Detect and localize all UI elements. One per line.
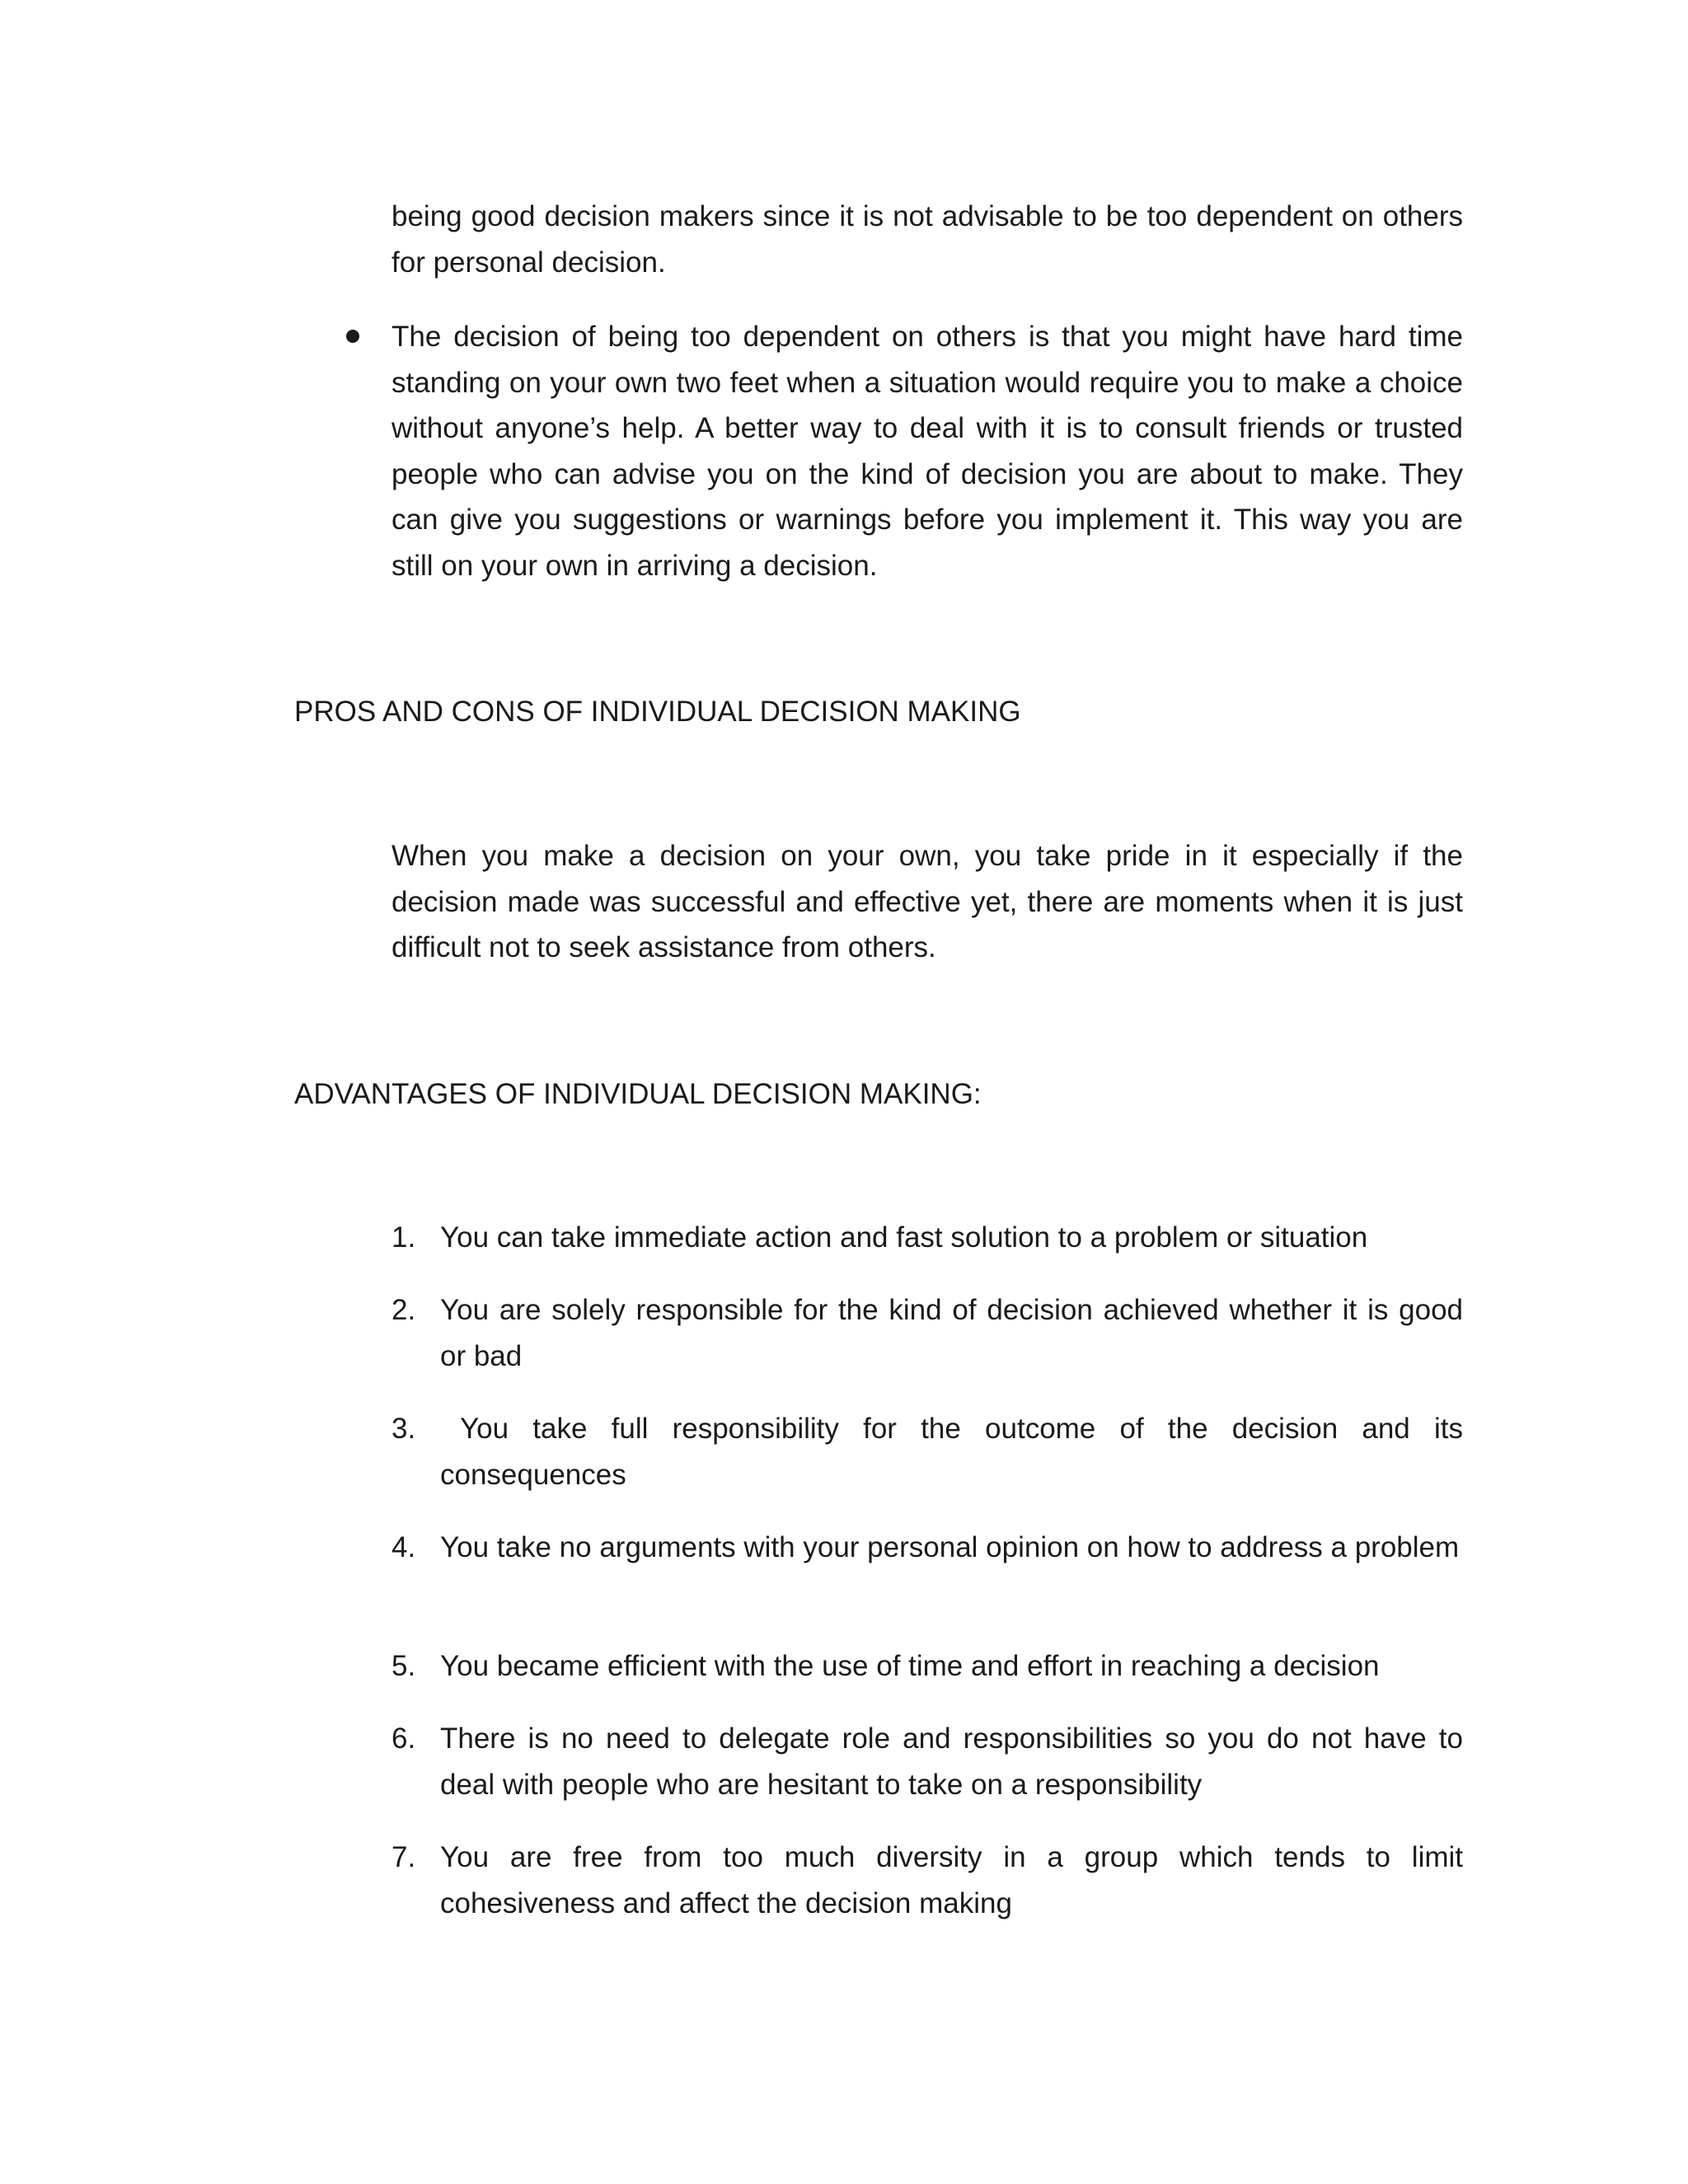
bullet-paragraph: The decision of being too dependent on others is that you might have hard time standing on your own two feet when a situation would require you to make a choice without anyone’s help. A better way to deal with it is to consult friends or trusted people who can advise you on the kind of decision you are about to make. They can give you suggestions or warnings before you implement it. This way you are still on your own in arriving a decision. <box>392 321 1463 582</box>
list-item: You became efficient with the use of time and effort in reaching a decision <box>440 1650 1380 1682</box>
list-item-number: 5. <box>392 1650 416 1682</box>
list-item-number: 6. <box>392 1722 416 1755</box>
list-item: You take no arguments with your personal opinion on how to address a problem <box>440 1531 1460 1563</box>
list-item-number: 1. <box>392 1221 416 1254</box>
list-item: You are solely responsible for the kind of decision achieved whether it is good or bad <box>440 1294 1463 1372</box>
heading-pros-cons: PROS AND CONS OF INDIVIDUAL DECISION MAKING <box>294 696 1021 728</box>
list-item-number: 7. <box>392 1841 416 1873</box>
list-item-number: 2. <box>392 1294 416 1326</box>
list-item: There is no need to delegate role and responsibilities so you do not have to deal with people who are hesitant to take on a responsibility <box>440 1722 1463 1801</box>
list-item: You can take immediate action and fast solution to a problem or situation <box>440 1221 1368 1254</box>
list-item-number: 3. <box>392 1413 416 1445</box>
list-item: You are free from too much diversity in a group which tends to limit cohesiveness and affect the decision making <box>440 1841 1463 1919</box>
bullet-icon <box>346 330 359 343</box>
intro-continuation-paragraph: being good decision makers since it is not advisable to be too dependent on others for personal decision. <box>392 200 1463 279</box>
pros-cons-paragraph: When you make a decision on your own, you take pride in it especially if the decision made was successful and effective yet, there are moments when it is just difficult not to seek assistance from others. <box>392 840 1463 963</box>
list-item: You take full responsibility for the outcome of the decision and its consequences <box>440 1413 1463 1491</box>
heading-advantages: ADVANTAGES OF INDIVIDUAL DECISION MAKING: <box>294 1078 982 1110</box>
list-item-number: 4. <box>392 1531 416 1563</box>
